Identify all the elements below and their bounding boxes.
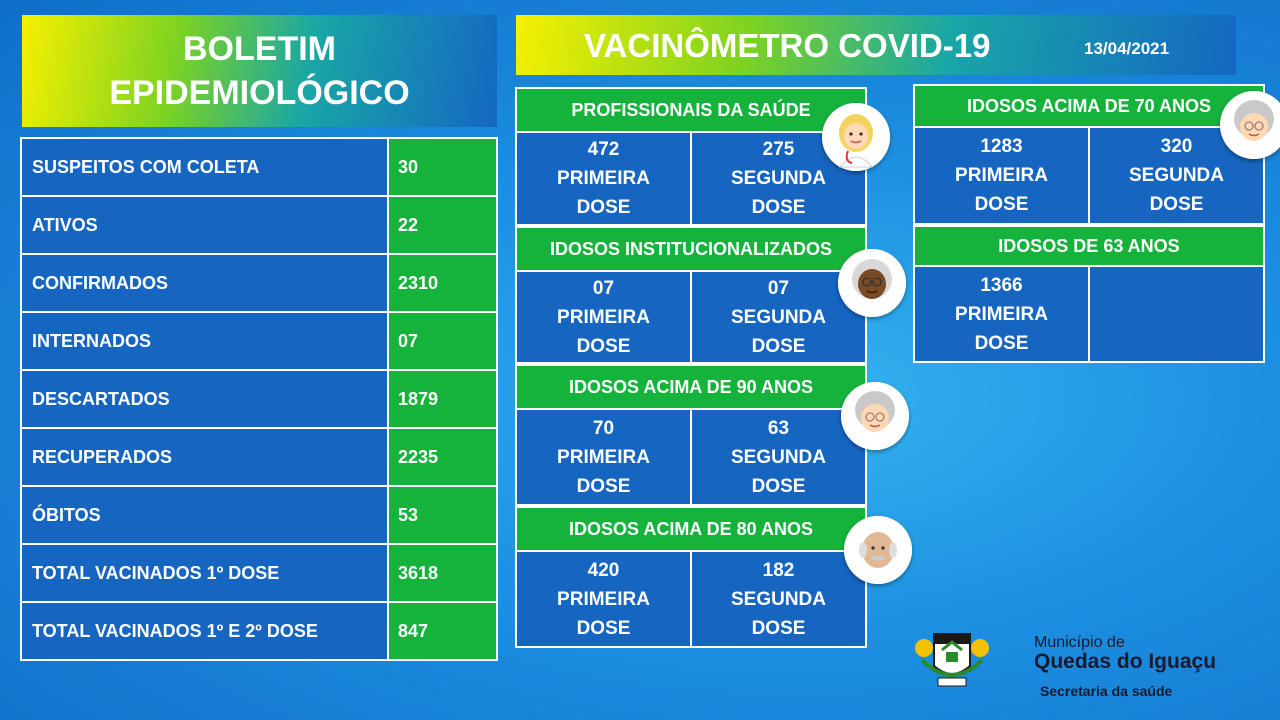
- row-label: DESCARTADOS: [21, 370, 388, 428]
- dose-label: DOSE: [576, 197, 631, 218]
- row-value: 07: [388, 312, 497, 370]
- row-label: ÓBITOS: [21, 486, 388, 544]
- dose-label: DOSE: [751, 335, 806, 357]
- group-header: IDOSOS INSTITUCIONALIZADOS: [515, 226, 867, 272]
- first-dose-count: 70: [592, 417, 615, 439]
- bulletin-table: [20, 137, 498, 661]
- group-header: IDOSOS ACIMA DE 80 ANOS: [515, 506, 867, 552]
- row-value: 2310: [388, 254, 497, 312]
- first-dose-cell: [515, 550, 692, 648]
- table-row: [21, 428, 497, 486]
- second-dose-label: SEGUNDA: [1128, 165, 1224, 186]
- first-dose-label: PRIMEIRA: [955, 303, 1048, 325]
- second-dose-cell-empty: [1088, 265, 1265, 363]
- first-dose-cell: [515, 408, 692, 506]
- row-value: 1879: [388, 370, 497, 428]
- first-dose-cell: [913, 126, 1090, 225]
- second-dose-label: SEGUNDA: [730, 168, 826, 189]
- dose-label: DOSE: [576, 475, 631, 497]
- table-row: [21, 312, 497, 370]
- table-row: [21, 254, 497, 312]
- first-dose-label: PRIMEIRA: [557, 588, 650, 610]
- footer-municipio: Município de: [1034, 634, 1125, 651]
- table-row: [21, 370, 497, 428]
- second-dose-count: 275: [762, 139, 795, 160]
- group-header: IDOSOS ACIMA DE 90 ANOS: [515, 364, 867, 410]
- first-dose-label: PRIMEIRA: [557, 306, 650, 328]
- dose-label: DOSE: [751, 197, 806, 218]
- first-dose-count: 1366: [980, 274, 1023, 296]
- dose-label: DOSE: [751, 617, 806, 639]
- dose-label: DOSE: [974, 332, 1029, 354]
- table-row: [21, 138, 497, 196]
- vaccine-group-over-80: [515, 506, 867, 648]
- vaccine-group-over-70: [913, 84, 1265, 225]
- table-row: [21, 196, 497, 254]
- row-value: 2235: [388, 428, 497, 486]
- dose-label: DOSE: [1149, 194, 1204, 215]
- row-label: TOTAL VACINADOS 1º E 2º DOSE: [21, 602, 388, 660]
- vaccinometer-title: VACINÔMETRO COVID-19: [584, 27, 991, 64]
- vaccine-group-health-professionals: [515, 87, 867, 226]
- grandma-icon: [841, 382, 909, 450]
- bulletin-title-line2: EPIDEMIOLÓGICO: [109, 74, 410, 112]
- group-header: IDOSOS DE 63 ANOS: [913, 225, 1265, 267]
- vaccine-group-63: [913, 225, 1265, 363]
- second-dose-count: 320: [1160, 136, 1193, 157]
- grandma-icon: [1220, 91, 1280, 159]
- footer-municipality-name: Quedas do Iguaçu: [1034, 650, 1217, 673]
- second-dose-count: 63: [767, 417, 790, 439]
- first-dose-count: 07: [592, 277, 615, 299]
- second-dose-label: SEGUNDA: [730, 446, 826, 468]
- grandpa-icon: [844, 516, 912, 584]
- row-label: ATIVOS: [21, 196, 388, 254]
- first-dose-cell: [913, 265, 1090, 363]
- table-row: [21, 544, 497, 602]
- first-dose-cell: [515, 131, 692, 226]
- dose-label: DOSE: [576, 335, 631, 357]
- dose-label: DOSE: [751, 475, 806, 497]
- bulletin-title-line1: BOLETIM: [183, 30, 336, 68]
- second-dose-label: SEGUNDA: [730, 306, 826, 328]
- vaccine-group-institutionalized: [515, 226, 867, 364]
- second-dose-count: 182: [762, 559, 795, 581]
- row-label: INTERNADOS: [21, 312, 388, 370]
- first-dose-count: 472: [587, 139, 620, 160]
- row-label: TOTAL VACINADOS 1º DOSE: [21, 544, 388, 602]
- row-label: CONFIRMADOS: [21, 254, 388, 312]
- dose-label: DOSE: [576, 617, 631, 639]
- footer-secretaria: Secretaria da saúde: [1040, 683, 1173, 699]
- bulletin-title-banner: [22, 15, 497, 127]
- row-value: 22: [388, 196, 497, 254]
- first-dose-label: PRIMEIRA: [557, 446, 650, 468]
- row-value: 30: [388, 138, 497, 196]
- second-dose-label: SEGUNDA: [730, 588, 826, 610]
- vaccine-group-over-90: [515, 364, 867, 506]
- row-label: RECUPERADOS: [21, 428, 388, 486]
- nurse-icon: [822, 103, 890, 171]
- report-date: 13/04/2021: [1084, 39, 1170, 58]
- row-value: 3618: [388, 544, 497, 602]
- first-dose-label: PRIMEIRA: [955, 165, 1048, 186]
- row-value: 847: [388, 602, 497, 660]
- table-row: [21, 486, 497, 544]
- vaccinometer-title-banner: [516, 15, 1236, 75]
- first-dose-count: 1283: [980, 136, 1023, 157]
- elder-dark-icon: [838, 249, 906, 317]
- second-dose-cell: [690, 550, 867, 648]
- municipality-coat-of-arms-icon: [912, 620, 992, 692]
- group-header: PROFISSIONAIS DA SAÚDE: [515, 87, 867, 133]
- first-dose-label: PRIMEIRA: [557, 168, 650, 189]
- table-row: [21, 602, 497, 660]
- first-dose-cell: [515, 270, 692, 364]
- row-value: 53: [388, 486, 497, 544]
- second-dose-count: 07: [767, 277, 790, 299]
- first-dose-count: 420: [587, 559, 620, 581]
- group-header: IDOSOS ACIMA DE 70 ANOS: [913, 84, 1265, 128]
- dose-label: DOSE: [974, 194, 1029, 215]
- row-label: SUSPEITOS COM COLETA: [21, 138, 388, 196]
